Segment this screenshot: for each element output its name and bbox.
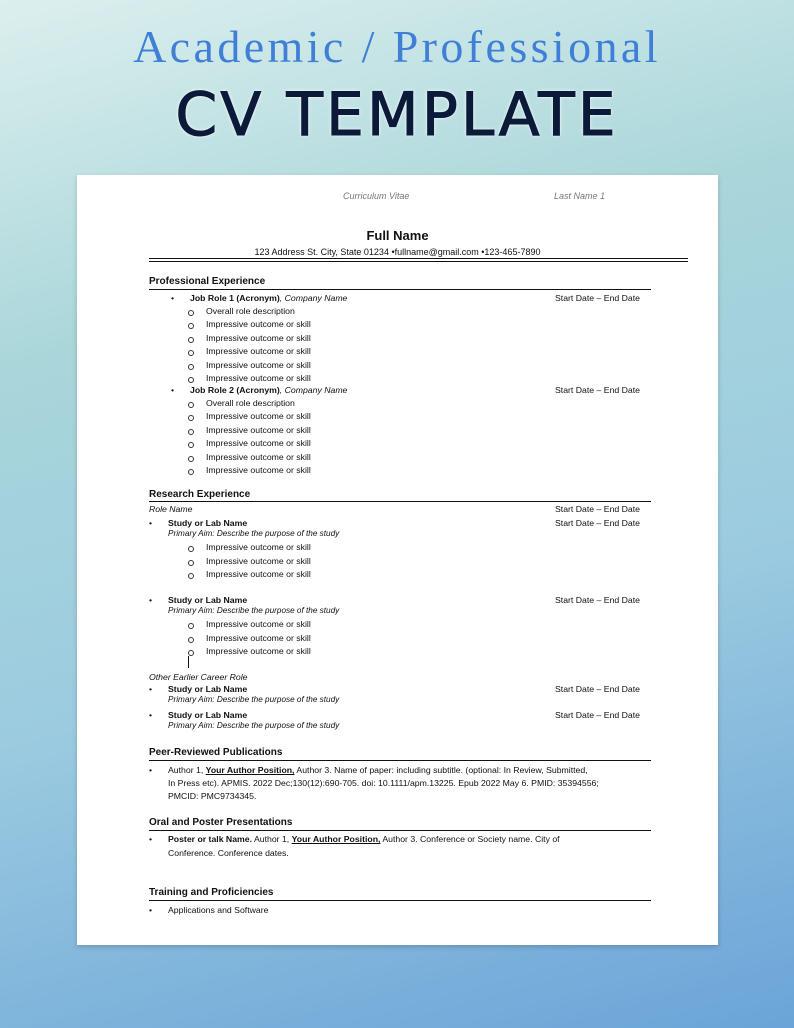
job-item: Impressive outcome or skill bbox=[206, 360, 311, 370]
section-title-professional: Professional Experience bbox=[149, 276, 266, 287]
job-item: Overall role description bbox=[206, 398, 295, 408]
circle-bullet-icon bbox=[188, 623, 194, 629]
text-cursor bbox=[188, 656, 189, 668]
bullet-icon: • bbox=[149, 684, 153, 694]
bullet-icon: • bbox=[149, 518, 153, 528]
bullet-icon: • bbox=[171, 385, 175, 395]
circle-bullet-icon bbox=[188, 364, 194, 370]
circle-bullet-icon bbox=[188, 350, 194, 356]
presentation-title: Poster or talk Name. bbox=[168, 834, 253, 844]
job-item: Impressive outcome or skill bbox=[206, 452, 311, 462]
circle-bullet-icon bbox=[188, 442, 194, 448]
contact-line: 123 Address St. City, State 01234 •fullname@gmail.com •123-465-7890 bbox=[254, 247, 541, 257]
section-title-presentations: Oral and Poster Presentations bbox=[149, 817, 293, 828]
circle-bullet-icon bbox=[188, 546, 194, 552]
presentation-authors: Author 1, bbox=[252, 834, 292, 844]
circle-bullet-icon bbox=[188, 402, 194, 408]
cv-document-page bbox=[77, 175, 718, 945]
publication-entry-line3: PMCID: PMC9734345. bbox=[168, 791, 257, 801]
circle-bullet-icon bbox=[188, 337, 194, 343]
presentation-details: Author 3. Conference or Society name. City of bbox=[380, 834, 560, 844]
study-aim: Primary Aim: Describe the purpose of the study bbox=[168, 606, 340, 615]
section-rule bbox=[149, 501, 651, 502]
circle-bullet-icon bbox=[188, 323, 194, 329]
section-rule bbox=[149, 830, 651, 831]
job-role: Job Role 1 (Acronym) bbox=[190, 293, 280, 303]
running-header-title: Curriculum Vitae bbox=[343, 191, 410, 201]
study-aim: Primary Aim: Describe the purpose of the study bbox=[168, 529, 340, 538]
circle-bullet-icon bbox=[188, 377, 194, 383]
bullet-icon: • bbox=[149, 765, 153, 775]
circle-bullet-icon bbox=[188, 637, 194, 643]
job-item: Impressive outcome or skill bbox=[206, 411, 311, 421]
section-rule bbox=[149, 289, 651, 290]
job-item: Impressive outcome or skill bbox=[206, 319, 311, 329]
study-item: Impressive outcome or skill bbox=[206, 556, 311, 566]
circle-bullet-icon bbox=[188, 415, 194, 421]
study-item: Impressive outcome or skill bbox=[206, 633, 311, 643]
study-item: Impressive outcome or skill bbox=[206, 542, 311, 552]
job-item: Impressive outcome or skill bbox=[206, 346, 311, 356]
section-rule bbox=[149, 900, 651, 901]
presentation-entry-line1 bbox=[168, 834, 560, 844]
header-rule-bottom bbox=[149, 261, 688, 262]
circle-bullet-icon bbox=[188, 429, 194, 435]
job-dates: Start Date – End Date bbox=[555, 385, 640, 395]
running-header-page: Last Name 1 bbox=[554, 191, 606, 201]
study-dates: Start Date – End Date bbox=[555, 518, 640, 528]
hero-title-line1: Academic / Professional bbox=[133, 21, 661, 72]
circle-bullet-icon bbox=[188, 456, 194, 462]
circle-bullet-icon bbox=[188, 469, 194, 475]
study-dates: Start Date – End Date bbox=[555, 710, 640, 720]
circle-bullet-icon bbox=[188, 573, 194, 579]
training-item: Applications and Software bbox=[168, 905, 269, 915]
job-item: Impressive outcome or skill bbox=[206, 465, 311, 475]
research-role-name: Role Name bbox=[149, 504, 193, 514]
circle-bullet-icon bbox=[188, 560, 194, 566]
publication-entry-line2: In Press etc). APMIS. 2022 Dec;130(12):690-705. doi: 10.1111/apm.13225. Epub 2022 May 6. PMID: 35394556; bbox=[168, 778, 599, 788]
study-aim: Primary Aim: Describe the purpose of the study bbox=[168, 721, 340, 730]
study-dates: Start Date – End Date bbox=[555, 684, 640, 694]
section-title-training: Training and Proficiencies bbox=[149, 887, 274, 898]
job-item: Impressive outcome or skill bbox=[206, 373, 311, 383]
job-role: Job Role 2 (Acronym) bbox=[190, 385, 280, 395]
job-item: Impressive outcome or skill bbox=[206, 425, 311, 435]
full-name: Full Name bbox=[366, 228, 429, 243]
study-name: Study or Lab Name bbox=[168, 684, 248, 694]
research-role-dates: Start Date – End Date bbox=[555, 504, 640, 514]
job-title bbox=[190, 385, 347, 395]
job-company: , Company Name bbox=[279, 293, 348, 303]
study-dates: Start Date – End Date bbox=[555, 595, 640, 605]
job-item: Overall role description bbox=[206, 306, 295, 316]
bullet-icon: • bbox=[149, 834, 153, 844]
study-name: Study or Lab Name bbox=[168, 518, 248, 528]
section-title-research: Research Experience bbox=[149, 489, 251, 500]
publication-details: Author 3. Name of paper: including subtitle. (optional: In Review, Submitted, bbox=[294, 765, 588, 775]
job-item: Impressive outcome or skill bbox=[206, 333, 311, 343]
bullet-icon: • bbox=[149, 595, 153, 605]
job-company: , Company Name bbox=[279, 385, 348, 395]
header-rule-top bbox=[149, 258, 688, 259]
study-item: Impressive outcome or skill bbox=[206, 569, 311, 579]
study-item: Impressive outcome or skill bbox=[206, 646, 311, 656]
publication-author-position: Your Author Position, bbox=[205, 765, 295, 775]
publication-entry-line1 bbox=[168, 765, 588, 775]
bullet-icon: • bbox=[149, 710, 153, 720]
study-item: Impressive outcome or skill bbox=[206, 619, 311, 629]
presentation-author-position: Your Author Position, bbox=[291, 834, 381, 844]
job-dates: Start Date – End Date bbox=[555, 293, 640, 303]
research-role-name: Other Earlier Career Role bbox=[149, 672, 248, 682]
study-name: Study or Lab Name bbox=[168, 595, 248, 605]
study-name: Study or Lab Name bbox=[168, 710, 248, 720]
publication-authors: Author 1, bbox=[168, 765, 206, 775]
section-rule bbox=[149, 760, 651, 761]
section-title-publications: Peer-Reviewed Publications bbox=[149, 747, 283, 758]
presentation-entry-line2: Conference. Conference dates. bbox=[168, 848, 289, 858]
bullet-icon: • bbox=[149, 905, 153, 915]
hero-title-line2: CV TEMPLATE bbox=[175, 80, 619, 150]
study-aim: Primary Aim: Describe the purpose of the study bbox=[168, 695, 340, 704]
job-title bbox=[190, 293, 347, 303]
bullet-icon: • bbox=[171, 293, 175, 303]
circle-bullet-icon bbox=[188, 310, 194, 316]
job-item: Impressive outcome or skill bbox=[206, 438, 311, 448]
